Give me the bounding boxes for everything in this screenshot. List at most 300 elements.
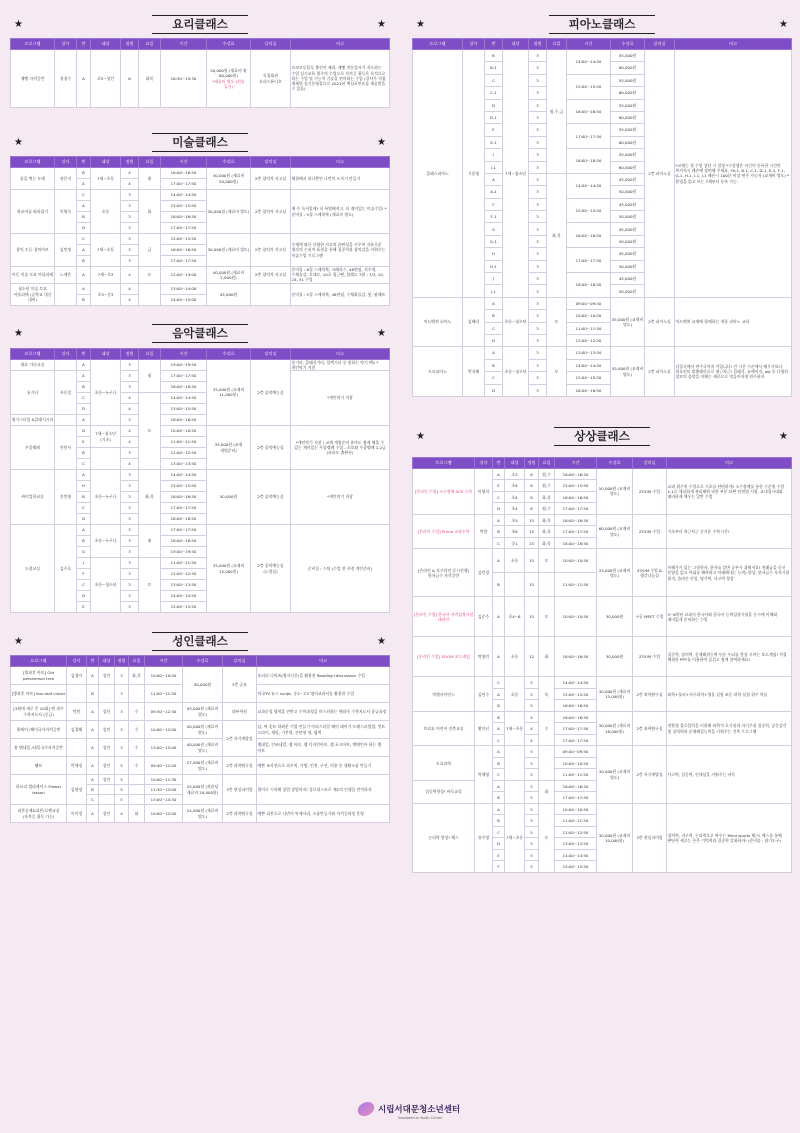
table-cell: 5 [525, 849, 539, 861]
table-cell: 안민서 [55, 426, 77, 470]
table-cell: 60,000원 (교재비 별도) [597, 514, 633, 549]
table-cell: 이해가가 있는 그림한자, 한자를 알면 공부가 쉬워져요! 전쾌급을 중신 문양을 읽고 어휘를 해야하고 이해해내는 능력) 향상, 한자급수 자격시험 합격, 올바른 인성, 평가력, 사고력 향상 [667, 549, 792, 597]
table-cell: 성인 [99, 757, 115, 775]
table-cell: 15 [525, 597, 539, 637]
column-header: 비고 [291, 157, 390, 168]
table-cell: C [485, 74, 503, 86]
table-cell: G [485, 223, 503, 235]
table-cell [99, 685, 115, 703]
table-cell: 3 [121, 190, 139, 201]
column-header: 대상 [99, 656, 115, 667]
table-cell: 3층 현실파이업 [633, 803, 667, 872]
table-cell: 화,목 [539, 491, 555, 503]
table-cell: 55,000원 [611, 74, 645, 86]
table-cell: 5 [525, 861, 539, 873]
right-column [412, 14, 792, 873]
column-header: 시간 [567, 39, 611, 50]
table-cell: 40,000원 (재료비 2,000원) [207, 267, 251, 284]
table-cell: 8 [525, 480, 539, 492]
table-cell: 7세~초등 [505, 711, 525, 746]
table-cell: 35,000원 (교재비 별도) [611, 347, 645, 397]
column-header: 비고 [291, 348, 390, 359]
table-cell [539, 573, 555, 597]
table-cell: A [87, 805, 99, 823]
table-cell: 예쁜 리본으로 나만의 악세서리, 소품만들기와 자격증과정 운영 [257, 805, 390, 823]
column-header: 시간 [145, 656, 183, 667]
table-cell: [온라인 수업] Prime 교과수학 [413, 514, 475, 549]
table-cell: A [493, 637, 505, 677]
table-cell: 박재영 [475, 746, 493, 804]
table-cell: 13:00~13:50 [161, 580, 207, 591]
table-cell: C [485, 322, 503, 334]
table-cell: E [77, 437, 91, 448]
column-header: 정원 [525, 457, 539, 468]
table-cell: G-1 [485, 235, 503, 247]
table-cell: 우쿨렐레 [11, 426, 55, 470]
table-cell: 50,000원 [207, 470, 251, 525]
cooking-title-bar: ★ 요리클래스 ★ [10, 14, 390, 34]
table-cell: B [485, 359, 503, 371]
table-cell: 르꼬르동블루 출신이 제과, 제빵 전문강사가 지도하는 수업 실기교육 위주의 수업으로 자격증 취득은 목적으로 하는 수업 및 기능적 기술을 연마하는 수업 (강사가 직접 제제한 실기동영상으로 2021년 핵심포인트를 제공받을 수 있음) [291, 50, 390, 108]
table-cell: 3 [529, 87, 547, 99]
table-cell: 15 [525, 537, 539, 549]
table-cell: 16:00~16:50 [161, 415, 207, 426]
column-header: 강의실 [251, 157, 291, 168]
table-cell: 10:00~10:50 [145, 667, 183, 685]
table-cell: 3 [115, 667, 129, 685]
table-cell: 17:00~17:50 [161, 503, 207, 514]
table-cell: 이영숙 [55, 190, 77, 234]
table-cell: B [493, 757, 505, 769]
imagination-table [412, 457, 792, 873]
table-cell: 16:30~19:30 [161, 50, 207, 108]
table-cell: 4 [525, 723, 539, 735]
table-row [11, 50, 390, 108]
table-row [413, 347, 792, 359]
table-cell: 3 [121, 591, 139, 602]
table-cell: A [87, 739, 99, 757]
table-cell: 초5~성인 [91, 50, 121, 108]
table-cell: 19:00~19:50 [161, 547, 207, 558]
table-cell: 뫼부학원 [223, 703, 257, 721]
table-cell: H [485, 248, 503, 260]
table-cell: 3 [529, 62, 547, 74]
table-cell: 황미선 [475, 711, 493, 746]
table-cell: 15:00~15:50 [161, 234, 207, 245]
table-cell: 박향 [475, 514, 493, 549]
table-cell: 09:40~11:00 [145, 757, 183, 775]
table-row [413, 297, 792, 309]
center-logo-icon [356, 1102, 376, 1116]
table-cell: 11:00~11:50 [145, 685, 183, 703]
table-cell: 50,000원 [611, 285, 645, 297]
column-header: 시간 [161, 157, 207, 168]
table-cell: 15:00~15:50 [161, 201, 207, 212]
table-cell: 55,000원 [611, 50, 645, 62]
table-cell: 5 [525, 826, 539, 838]
footer-logo [358, 1102, 461, 1120]
table-cell: 12:00~12:50 [567, 334, 611, 346]
table-cell: 초등~청소년 [503, 347, 529, 397]
table-cell: 7세~초등 [91, 168, 121, 190]
table-cell: F [77, 569, 91, 580]
table-cell [505, 573, 525, 597]
table-cell: 3 [121, 558, 139, 569]
table-cell [129, 785, 145, 795]
table-cell: C [493, 537, 505, 549]
table-row [11, 805, 390, 823]
table-cell [55, 359, 77, 370]
table-cell [55, 283, 77, 305]
table-cell: 집중력, 창의력, 문제해결능력 등동 두뇌를 향상 시켜는 보드게임! 적절 체험한 PPT를 이용하여 즐겁고 쉽게 참여하세요! [667, 637, 792, 677]
table-cell: 18:00~18:50 [161, 382, 207, 393]
table-cell: 6 [121, 50, 139, 108]
table-cell: C [485, 372, 503, 384]
table-cell: 50,000원 [611, 235, 645, 247]
table-cell: 15:00~15:50 [161, 404, 207, 415]
table-cell: 3 [529, 359, 547, 371]
table-cell: B [493, 700, 505, 712]
column-header: 수강료 [207, 157, 251, 168]
column-header: 강사 [55, 39, 77, 50]
table-cell: 3 [529, 211, 547, 223]
cooking-table [10, 38, 390, 108]
music-title: 음악클래스 [152, 324, 248, 343]
table-cell: 3 [121, 234, 139, 245]
table-cell: 13:00~14:30 [145, 795, 183, 805]
table-cell: B [493, 711, 505, 723]
table-row [11, 267, 390, 284]
table-row [413, 514, 792, 526]
table-cell: 5 [525, 700, 539, 712]
table-cell: 5 [525, 769, 539, 781]
table-cell: A [77, 359, 91, 370]
table-cell: 월,수 [539, 480, 555, 492]
column-header: 반 [77, 157, 91, 168]
table-cell: 3층 공유 [223, 667, 257, 703]
table-cell: 13:00~13:50 [567, 347, 611, 359]
adult-title-bar: ★ 성인클래스 ★ [10, 631, 390, 651]
column-header: 요일 [139, 157, 161, 168]
table-cell: 45,000원 [611, 198, 645, 210]
table-cell: 17:00~17:50 [555, 792, 597, 804]
table-cell: [온라인 수업] 한국사 자격검정시험 대비반 [413, 597, 475, 637]
table-cell: F [493, 861, 505, 873]
fee-note: *재료비 별도 (현물 들가) [212, 78, 245, 89]
table-cell: 초5 [505, 514, 525, 526]
table-row [11, 426, 390, 437]
piano-table [412, 38, 792, 397]
table-cell: 15:00~15:50 [161, 602, 207, 613]
table-cell: 50,000원 [611, 260, 645, 272]
table-cell: 3 [529, 273, 547, 285]
table-cell: 토 [539, 597, 555, 637]
table-cell: 화,목 [547, 173, 567, 297]
table-cell: 하모리 캘리케어스 Flower lesson [11, 775, 67, 805]
table-cell: B-1 [485, 62, 503, 74]
table-cell: 45,000원 [611, 173, 645, 185]
table-cell: 3 [121, 382, 139, 393]
table-cell: 4 [121, 426, 139, 437]
table-cell: B [77, 492, 91, 503]
column-header: 강사 [67, 656, 87, 667]
table-row [413, 746, 792, 758]
table-cell: A [87, 703, 99, 721]
table-cell: 2층 창의적 사고실 [251, 168, 291, 190]
piano-title: 피아노클래스 [549, 15, 656, 34]
table-cell: 3 [121, 503, 139, 514]
table-cell: 5 [115, 785, 129, 795]
table-cell: [방과후 아트] four-leaf clover [11, 685, 67, 703]
table-cell: A [87, 775, 99, 785]
table-cell: A-1 [485, 186, 503, 198]
table-cell: 3 [529, 198, 547, 210]
table-cell: 초등~청소년 [503, 297, 529, 347]
table-cell: 토 [547, 297, 567, 347]
table-cell: 토 [139, 558, 161, 613]
table-cell: 11:00~11:50 [161, 437, 207, 448]
table-cell: 14:00~14:50 [555, 677, 597, 689]
table-cell: 27,000원 (재료비 별도) [183, 757, 223, 775]
table-row [11, 168, 390, 179]
table-cell: 11:30~13:00 [145, 785, 183, 795]
table-cell: 목 [539, 677, 555, 712]
table-cell: 3 [529, 50, 547, 62]
table-cell: E [77, 602, 91, 613]
table-cell: 3 [121, 569, 139, 580]
table-cell: 2층 과학탐구실 [223, 757, 257, 775]
table-cell: 2층 과학탐구실 [633, 677, 667, 712]
table-cell: 18:00~18:50 [567, 149, 611, 174]
table-cell: *교재는 첫 수업 상담 시 결정 *수강생은 자신이 등록한 시간만 복지적시 레슨에 참여해 주세요. *A-1, B-1, C-1, D-1, E-1, F-1, G-1, H-1, I-1, J-1 레슨시 100분 이상 연주 가능자 (교재비 별도) *환경을 읽고 쓰는 7세부터 등록 가능. [675, 50, 792, 298]
table-cell: C [493, 826, 505, 838]
table-cell: 35,000원 (교재비 별도) [611, 297, 645, 347]
table-cell: 30,000원 [597, 637, 633, 677]
table-cell: A [87, 721, 99, 739]
table-cell: 3 [529, 347, 547, 359]
table-cell: 40,000원 (재료비 별도) [183, 739, 223, 757]
table-cell: 탁영란 [475, 637, 493, 677]
table-cell: 2층 자기계발실 [633, 746, 667, 804]
column-header: 수강료 [611, 39, 645, 50]
table-cell: 2층 피아노실 [645, 50, 675, 298]
table-cell: 5 [525, 688, 539, 700]
table-cell: 유주영 [475, 803, 493, 872]
table-cell: 3 [115, 721, 129, 739]
table-cell: 7세~초3 [91, 267, 121, 284]
table-cell: 60,000원 [611, 136, 645, 148]
table-cell: 15:00~15:50 [555, 688, 597, 700]
column-header: 프로그램 [11, 39, 55, 50]
table-cell: 학교미술 따라잡기 [11, 190, 55, 234]
table-cell: 15 [525, 514, 539, 526]
table-cell: 50,000원 (재료비 월 80,000원) *재료비 별도 (현물 들가) [207, 50, 251, 108]
table-cell: 초등~누구나 [91, 470, 121, 525]
table-cell: C [493, 734, 505, 746]
table-cell: 17:00~17:50 [555, 734, 597, 746]
table-cell: E [485, 124, 503, 136]
table-cell: 기초부터 차근차근 중거운 수학시간! [667, 514, 792, 549]
column-header: 반 [77, 348, 91, 359]
table-cell: 11:00~11:50 [555, 573, 597, 597]
table-row [11, 190, 390, 201]
table-cell: 3 [529, 334, 547, 346]
table-cell: 3 [529, 384, 547, 396]
table-cell: 초4 [505, 491, 525, 503]
table-cell: 초등 [505, 637, 525, 677]
table-cell: 2층 과학탐구실 [633, 711, 667, 746]
table-cell: 3 [121, 536, 139, 547]
table-cell: 60,000원 [611, 62, 645, 74]
art-table [10, 156, 390, 306]
table-row [413, 468, 792, 480]
table-cell: 16:00~16:50 [555, 700, 597, 712]
table-cell: A [77, 179, 91, 190]
table-cell: 화 [139, 190, 161, 234]
table-cell: 15:00~15:50 [161, 481, 207, 492]
table-cell: 수 [129, 703, 145, 721]
table-cell: C [77, 234, 91, 245]
table-cell: 박세정 [67, 757, 87, 775]
table-cell: 3 [121, 212, 139, 223]
table-cell: 박민 [67, 703, 87, 721]
table-cell: 초등~청소년 [91, 558, 121, 613]
table-cell: 17:00~17:50 [555, 723, 597, 735]
art-title-bar: ★ 미술클래스 ★ [10, 132, 390, 152]
table-cell: 16:00~16:50 [555, 468, 597, 480]
table-cell: I-1 [485, 161, 503, 173]
table-cell: 18:00~18:50 [567, 273, 611, 298]
table-cell: 15:00~15:50 [567, 198, 611, 223]
table-cell: 19:00~19:50 [161, 359, 207, 370]
table-row [11, 359, 390, 370]
table-cell: 10:00~10:50 [555, 803, 597, 815]
table-cell: 10:00~10:50 [161, 426, 207, 437]
table-cell: 미국TV 뉴스 script, 중2~고2 영어교과서를 활용한 수업 [257, 685, 390, 703]
imagination-title: 상상클래스 [554, 427, 650, 446]
table-cell: 16:00~16:50 [567, 99, 611, 124]
table-cell: 초3~중3 [91, 283, 121, 305]
table-cell: 11:00~11:50 [567, 322, 611, 334]
table-cell: C [493, 491, 505, 503]
column-header: 정원 [121, 39, 139, 50]
table-cell: 14:00~14:50 [161, 190, 207, 201]
table-cell: B [493, 573, 505, 597]
table-cell: E [493, 849, 505, 861]
table-cell: 2층 음악예능실 [251, 359, 291, 425]
table-cell: 4 [525, 734, 539, 746]
music-title-bar: ★ 음악클래스 ★ [10, 324, 390, 344]
table-cell: A [485, 297, 503, 309]
table-cell: A [493, 468, 505, 480]
table-cell: 5 [525, 803, 539, 815]
table-cell: B [493, 792, 505, 804]
table-cell: 3 [121, 448, 139, 459]
cooking-title: 요리클래스 [152, 15, 248, 34]
column-header: 대상 [91, 348, 121, 359]
table-cell: 10:00~10:50 [555, 549, 597, 573]
table-cell: 송민영 [55, 470, 77, 525]
column-header: 요일 [539, 457, 555, 468]
table-cell: 노제은 [55, 267, 77, 284]
table-cell: 화,목 [539, 514, 555, 526]
table-cell: 55,000원 [611, 124, 645, 136]
table-cell: 권은지 [55, 168, 77, 190]
table-row [11, 757, 390, 775]
table-cell: 18:00~18:50 [555, 537, 597, 549]
table-cell: 55,000원 [611, 149, 645, 161]
table-cell: C-1 [485, 87, 503, 99]
table-cell: A [77, 470, 91, 481]
org-name: 시립서대문청소년센터 [378, 1105, 461, 1115]
table-cell: D [77, 591, 91, 602]
table-cell: 30,000원 [597, 597, 633, 637]
table-cell: 김민수 [475, 677, 493, 712]
table-row [11, 371, 390, 382]
column-header: 수강료 [183, 656, 223, 667]
table-cell: B [87, 685, 99, 703]
table-cell: 30,000원 (재료비 별도) [207, 234, 251, 267]
table-cell: 15:00~15:50 [567, 74, 611, 99]
table-row [413, 637, 792, 677]
table-cell: 김준주 [475, 597, 493, 637]
table-cell: 토 [547, 347, 567, 397]
table-cell: *개인악기 지참 [291, 371, 390, 426]
table-cell: B [87, 785, 99, 795]
table-cell: 4 [115, 805, 129, 823]
table-cell: C [77, 393, 91, 404]
table-cell: 3 [529, 111, 547, 123]
table-cell: 5 [525, 838, 539, 850]
table-cell: 통기타, 클래식기타, 일렉기타 중 원하는 악기 택1 *개인악기 지참 [291, 359, 390, 370]
table-cell: 30,000원 (재료비 15,000원) [597, 677, 633, 712]
table-cell: 25,000원 (작품당 재료비 20,000원) [183, 775, 223, 805]
table-cell: A [77, 245, 91, 256]
table-cell: 2층 음악예능실 [251, 470, 291, 525]
table-cell [67, 739, 87, 757]
table-cell: 2층 피아노실 [645, 347, 675, 397]
table-cell: 김경혜 [67, 721, 87, 739]
table-cell: 3 [121, 481, 139, 492]
column-header: 대상 [91, 157, 121, 168]
table-cell: B [77, 448, 91, 459]
table-cell: 화,목 [139, 470, 161, 525]
table-cell: [3월에 새로 온 10회] 엔 과주 수학지도사 (중급) [11, 703, 67, 721]
table-cell: 5 [115, 757, 129, 775]
column-header: 요일 [139, 348, 161, 359]
table-cell: 영기스타일 &클래식기타 [11, 415, 55, 426]
table-cell [99, 795, 115, 805]
table-cell: 45,000원 [207, 283, 251, 305]
table-cell: 35,000원 (교재비 11,000원) [207, 359, 251, 425]
column-header: 반 [87, 656, 99, 667]
table-cell: 45,000원 [611, 273, 645, 285]
table-cell: B [493, 526, 505, 538]
table-cell: 토 [539, 549, 555, 573]
table-cell: 3 [529, 248, 547, 260]
table-row [11, 667, 390, 685]
table-cell: C [77, 190, 91, 201]
table-cell: 화 [539, 637, 555, 677]
column-header: 대상 [91, 39, 121, 50]
table-cell: 3 [529, 285, 547, 297]
column-header: 요일 [547, 39, 567, 50]
table-cell: 3 [121, 580, 139, 591]
table-cell: 청소년 미술 토요 아틀리에 (공학교 내신 대비) [11, 283, 55, 305]
table-cell: 15 [525, 549, 539, 573]
table-cell: B [77, 256, 91, 267]
table-cell: 15 [525, 573, 539, 597]
